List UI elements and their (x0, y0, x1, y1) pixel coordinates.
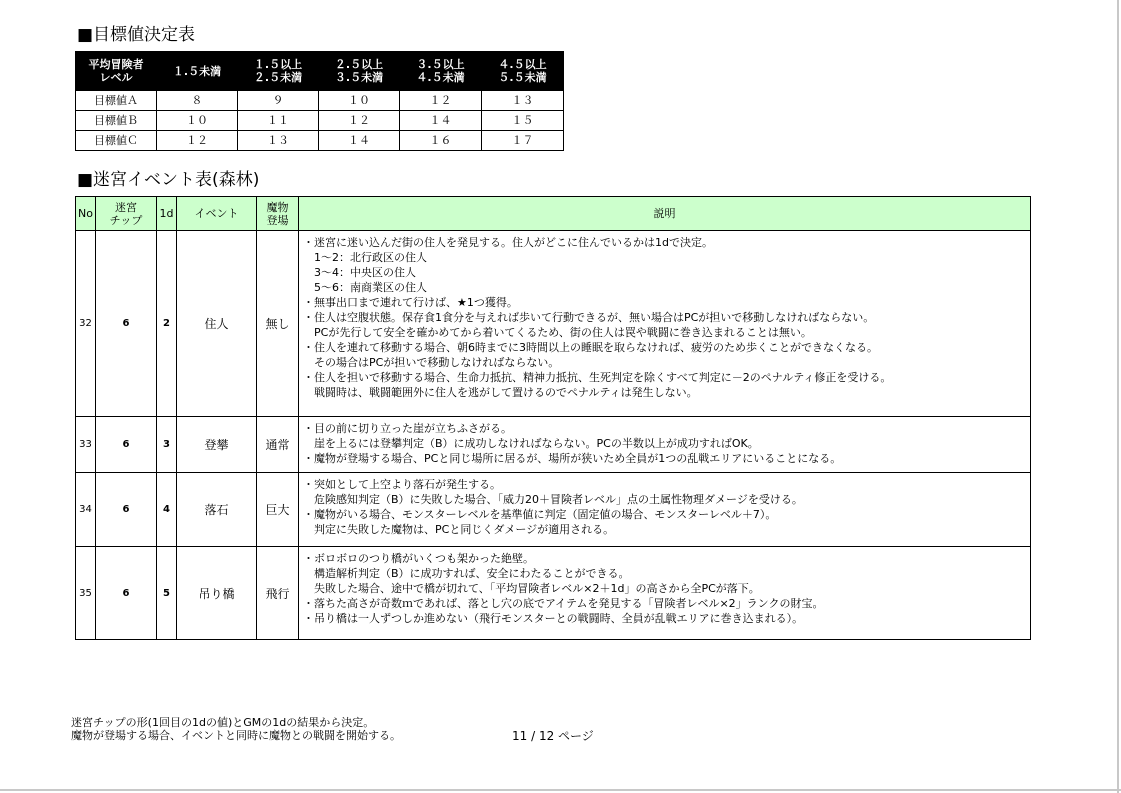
description-line: ・吊り橋は一人ずつしか進めない（飛行モンスターとの戦闘時、全員が乱戦エリアに巻き込まれる）。 (303, 612, 804, 625)
cell-monster: 通常 (257, 417, 299, 473)
table-header-row (76, 197, 1031, 231)
cell-d1: 2 (157, 231, 177, 417)
description-line: ・住人は空腹状態。保存食1食分を与えれば歩いて行動できるが、無い場合はPCが担いで移動しなければならない。 (303, 311, 875, 324)
description-line: ・魔物がいる場合、モンスターレベルを基準値に判定（固定値の場合、モンスターレベル＋7）。 (303, 508, 777, 521)
table-cell: ９ (238, 91, 319, 111)
column-header-1d: 1d (157, 197, 177, 231)
page-edge (0, 789, 1121, 791)
description-line: ・ボロボロのつり橋がいくつも架かった絶壁。 (303, 552, 534, 565)
cell-monster: 無し (257, 231, 299, 417)
page-number: 11 / 12 ページ (512, 729, 594, 743)
cell-chip: 6 (96, 417, 157, 473)
row-label: 目標値Ｂ (76, 111, 157, 131)
footnote: 迷宮チップの形(1回目の1dの値)とGMの1dの結果から決定。 (71, 716, 375, 729)
description-line: 判定に失敗した魔物は、PCと同じくダメージが適用される。 (303, 523, 615, 536)
table-cell: ８ (157, 91, 238, 111)
description-line: PCが先行して安全を確かめてから着いてくるため、街の住人は罠や戦闘に巻き込まれることは無い。 (303, 326, 812, 339)
table-row (76, 231, 1031, 417)
description-line: 構造解析判定（B）に成功すれば、安全にわたることができる。 (303, 567, 630, 580)
description-line: ・魔物が登場する場合、PCと同じ場所に居るが、場所が狭いため全員が1つの乱戦エリアにいることになる。 (303, 452, 842, 465)
description-line: ・住人を担いで移動する場合、生命力抵抗、精神力抵抗、生死判定を除くすべて判定に－2のペナルティ修正を受ける。 (303, 371, 892, 384)
table-row (76, 131, 564, 151)
column-header: ３.５以上 ４.５未満 (400, 52, 482, 91)
cell-chip: 6 (96, 231, 157, 417)
cell-monster: 巨大 (257, 473, 299, 547)
column-header-description: 説明 (299, 197, 1031, 231)
table-cell: １０ (157, 111, 238, 131)
table-cell: １３ (238, 131, 319, 151)
section-title-event: ■迷宮イベント表(森林) (77, 170, 260, 190)
cell-chip: 6 (96, 547, 157, 640)
column-header-monster: 魔物 登場 (257, 197, 299, 231)
table-cell: １５ (482, 111, 564, 131)
column-header: ４.５以上 ５.５未満 (482, 52, 564, 91)
description-line: ・目の前に切り立った崖が立ちふさがる。 (303, 422, 512, 435)
cell-no: 35 (76, 547, 96, 640)
description-line: ・無事出口まで連れて行けば、★1つ獲得。 (303, 296, 518, 309)
table-cell: １６ (400, 131, 482, 151)
cell-description (299, 417, 1031, 473)
column-header-no: No (76, 197, 96, 231)
description-line: ・落ちた高さが奇数ｍであれば、落とし穴の底でアイテムを発見する「冒険者レベル×2」ランクの財宝。 (303, 597, 824, 610)
cell-name: 住人 (177, 231, 257, 417)
table-cell: １２ (319, 111, 400, 131)
cell-no: 33 (76, 417, 96, 473)
description-line: 5～6：南商業区の住人 (303, 281, 427, 294)
maze-event-table (75, 196, 1031, 640)
cell-name: 落石 (177, 473, 257, 547)
table-cell: １７ (482, 131, 564, 151)
column-header: １.５以上 ２.５未満 (238, 52, 319, 91)
column-header: 平均冒険者 レベル (76, 52, 157, 91)
description-line: 危険感知判定（B）に失敗した場合、「威力20＋冒険者レベル」点の土属性物理ダメージを受ける。 (303, 493, 803, 506)
description-line: ・迷宮に迷い込んだ街の住人を発見する。住人がどこに住んでいるかは1dで決定。 (303, 236, 713, 249)
table-cell: １２ (157, 131, 238, 151)
cell-description (299, 547, 1031, 640)
table-cell: １４ (400, 111, 482, 131)
table-row (76, 417, 1031, 473)
cell-monster: 飛行 (257, 547, 299, 640)
table-cell: １３ (482, 91, 564, 111)
column-header: ２.５以上 ３.５未満 (319, 52, 400, 91)
row-label: 目標値Ａ (76, 91, 157, 111)
description-line: 1～2：北行政区の住人 (303, 251, 427, 264)
target-value-table (75, 51, 564, 151)
table-cell: １０ (319, 91, 400, 111)
table-row (76, 473, 1031, 547)
cell-no: 34 (76, 473, 96, 547)
cell-d1: 4 (157, 473, 177, 547)
table-header-row (76, 52, 564, 91)
description-line: ・住人を連れて移動する場合、朝6時までに3時間以上の睡眠を取らなければ、疲労のため歩くことができなくなる。 (303, 341, 878, 354)
cell-d1: 3 (157, 417, 177, 473)
table-row (76, 91, 564, 111)
footnote: 魔物が登場する場合、イベントと同時に魔物との戦闘を開始する。 (71, 729, 401, 742)
column-header-event: イベント (177, 197, 257, 231)
description-line: ・突如として上空より落石が発生する。 (303, 478, 501, 491)
cell-name: 登攀 (177, 417, 257, 473)
table-row (76, 111, 564, 131)
row-label: 目標値Ｃ (76, 131, 157, 151)
cell-d1: 5 (157, 547, 177, 640)
description-line: 戦闘時は、戦闘範囲外に住人を逃がして置けるのでペナルティは発生しない。 (303, 386, 698, 399)
description-line: 3～4：中央区の住人 (303, 266, 416, 279)
table-cell: １２ (400, 91, 482, 111)
cell-no: 32 (76, 231, 96, 417)
description-line: 失敗した場合、途中で橋が切れて、「平均冒険者レベル×2＋1d」の高さから全PCが落下。 (303, 582, 760, 595)
description-line: 崖を上るには登攀判定（B）に成功しなければならない。PCの半数以上が成功すればOK。 (303, 437, 759, 450)
table-cell: １４ (319, 131, 400, 151)
cell-chip: 6 (96, 473, 157, 547)
page-edge (1117, 0, 1119, 793)
table-cell: １１ (238, 111, 319, 131)
section-title-target: ■目標値決定表 (77, 25, 196, 45)
column-header-chip: 迷宮 チップ (96, 197, 157, 231)
description-line: その場合はPCが担いで移動しなければならない。 (303, 356, 560, 369)
cell-description (299, 231, 1031, 417)
table-row (76, 547, 1031, 640)
cell-name: 吊り橋 (177, 547, 257, 640)
cell-description (299, 473, 1031, 547)
column-header: １.５未満 (157, 52, 238, 91)
